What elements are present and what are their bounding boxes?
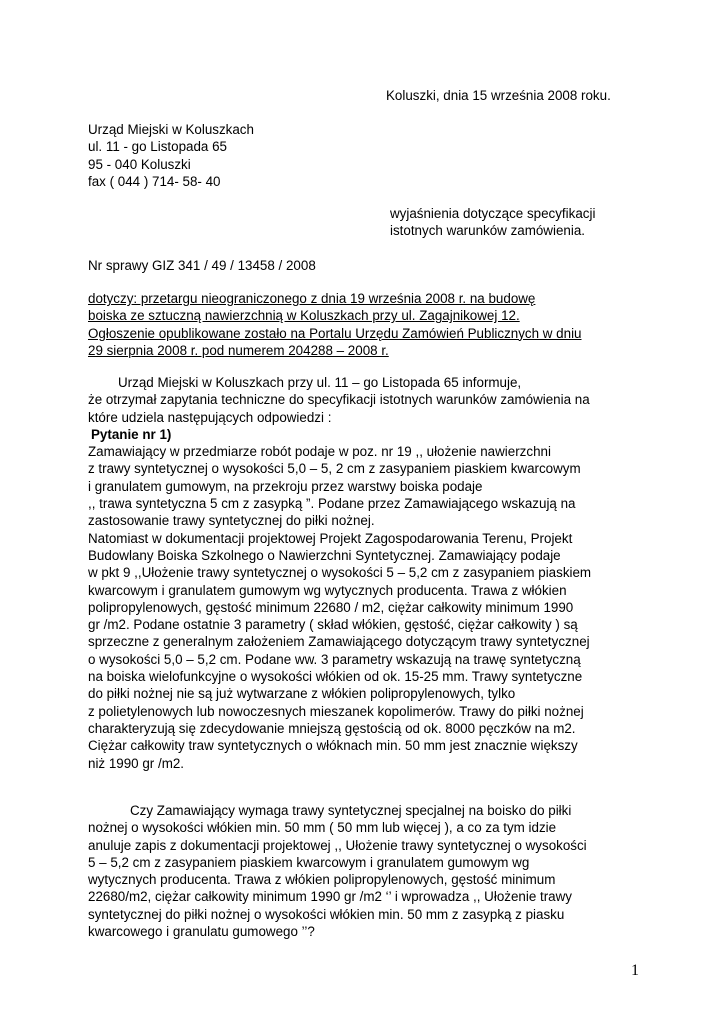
body-line: Budowlany Boiska Szkolnego o Nawierzchni Syntetycznej. Zamawiający podaje (88, 547, 561, 563)
body-line: o wysokości 5,0 – 5,2 cm. Podane ww. 3 parametry wskazują na trawę syntetyczną (88, 651, 581, 667)
body-line: Zamawiający w przedmiarze robót podaje w poz. nr 19 ,, ułożenie nawierzchni (88, 444, 551, 460)
body-line: kwarcowym i granulatem gumowym wg wytycznych producenta. Trawa z włókien (88, 582, 567, 598)
date-line: Koluszki, dnia 15 września 2008 roku. (386, 88, 611, 103)
addressee-line: ul. 11 - go Listopada 65 (88, 139, 227, 155)
intro-line: Urząd Miejski w Koluszkach przy ul. 11 – go Listopada 65 informuje, (118, 375, 522, 390)
body-line: niż 1990 gr /m2. (88, 755, 185, 771)
intro-line: że otrzymał zapytania techniczne do specyfikacji istotnych warunków zamówienia na (88, 392, 590, 408)
question-line: wytycznych producenta. Trawa z włókien polipropylenowych, gęstość minimum (88, 872, 556, 888)
subject-line: boiska ze sztuczną nawierzchnią w Koluszkach przy ul. Zagajnikowej 12. (88, 308, 520, 324)
body-line: zastosowanie trawy syntetycznej do piłki nożnej. (88, 513, 375, 529)
question-line: anuluje zapis z dokumentacji projektowej ,, Ułożenie trawy syntetycznej o wysokości (88, 837, 587, 853)
body-line: Natomiast w dokumentacji projektowej Projekt Zagospodarowania Terenu, Projekt (88, 530, 573, 546)
question-line: 22680/m2, ciężar całkowity minimum 1990 gr /m2 ‘’ i wprowadza ,, Ułożenie trawy (88, 889, 572, 905)
body-line: charakteryzują się zdecydowanie mniejszą gęstością od ok. 8000 pęczków na m2. (88, 720, 576, 736)
page-number: 1 (631, 962, 639, 979)
body-line: w pkt 9 ,,Ułożenie trawy syntetycznej o wysokości 5 – 5,2 cm z zasypaniem piaskiem (88, 565, 592, 581)
body-line: ,, trawa syntetyczna 5 cm z zasypką ”. Podane przez Zamawiającego wskazują na (88, 496, 576, 512)
question-line: 5 – 5,2 cm z zasypaniem piaskiem kwarcowym i granulatem gumowym wg (88, 854, 530, 870)
explanation-line: wyjaśnienia dotyczące specyfikacji (390, 206, 596, 221)
question-paragraph (88, 802, 587, 940)
explanation-line: istotnych warunków zamówienia. (390, 223, 585, 239)
subject-line: 29 sierpnia 2008 r. pod numerem 204288 – 2008 r. (88, 342, 389, 358)
addressee-line: 95 - 040 Koluszki (88, 156, 191, 172)
body-line: do piłki nożnej nie są już wytwarzane z włókien polipropylenowych, tylko (88, 686, 516, 702)
question-line: syntetycznej do piłki nożnej o wysokości włókien min. 50 mm z zasypką z piasku (88, 906, 565, 922)
body-line: Ciężar całkowity traw syntetycznych o włóknach min. 50 mm jest znacznie większy (88, 738, 578, 754)
question-line: nożnej o wysokości włókien min. 50 mm ( 50 mm lub więcej ), a co za tym idzie (88, 820, 557, 836)
intro-line: które udziela następujących odpowiedzi : (88, 409, 332, 425)
body-line: i granulatem gumowym, na przekroju przez warstwy boiska podaje (88, 478, 483, 494)
addressee-line: fax ( 044 ) 714- 58- 40 (88, 173, 221, 189)
body-text (88, 374, 591, 772)
addressee-block (88, 121, 254, 190)
body-line: gr /m2. Podane ostatnie 3 parametry ( skład włókien, gęstość, ciężar całkowity ) są (88, 617, 578, 633)
body-line: polipropylenowych, gęstość minimum 22680 / m2, ciężar całkowity minimum 1990 (88, 599, 574, 615)
case-number: Nr sprawy GIZ 341 / 49 / 13458 / 2008 (88, 258, 316, 273)
addressee-line: Urząd Miejski w Koluszkach (88, 122, 254, 137)
body-line: na boiska wielofunkcyjne o wysokości włókien od ok. 15-25 mm. Trawy syntetyczne (88, 669, 583, 685)
question-heading: Pytanie nr 1) (91, 426, 172, 442)
subject-line: dotyczy: przetargu nieograniczonego z dnia 19 września 2008 r. na budowę (88, 291, 536, 306)
body-line: z polietylenowych lub nowoczesnych mieszanek kopolimerów. Trawy do piłki nożnej (88, 703, 584, 719)
body-line: sprzeczne z generalnym założeniem Zamawiającego dotyczącym trawy syntetycznej (88, 634, 590, 650)
body-line: z trawy syntetycznej o wysokości 5,0 – 5, 2 cm z zasypaniem piaskiem kwarcowym (88, 461, 581, 477)
explanation-title (390, 205, 595, 240)
question-line: Czy Zamawiający wymaga trawy syntetycznej specjalnej na boisko do piłki (130, 803, 572, 818)
question-line: kwarcowego i granulatu gumowego ’’? (88, 924, 315, 940)
subject-block (88, 290, 582, 359)
subject-line: Ogłoszenie opublikowane zostało na Portalu Urzędu Zamówień Publicznych w dniu (88, 325, 582, 341)
